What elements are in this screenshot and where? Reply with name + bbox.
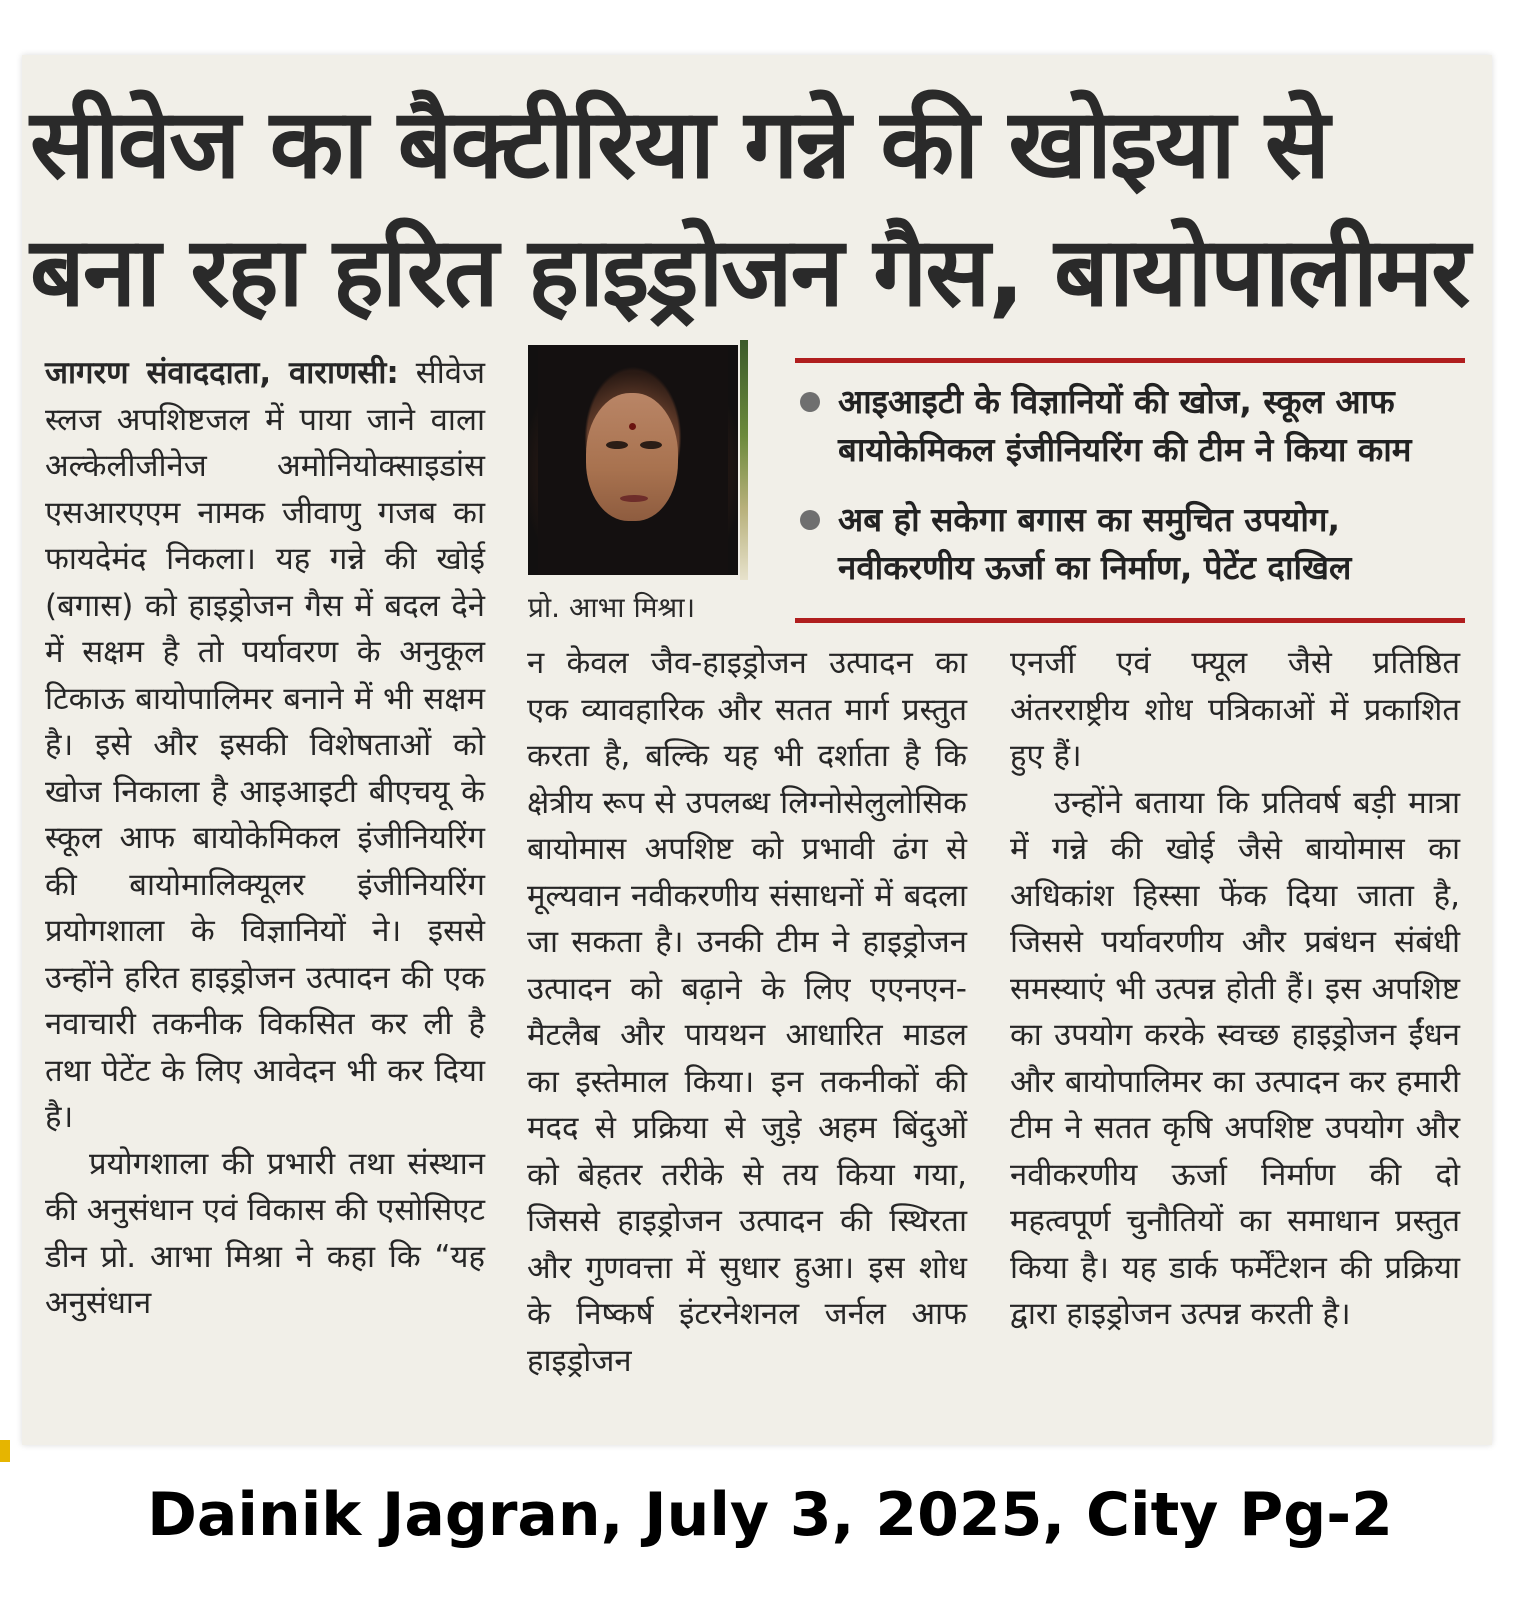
article-column-3: [1010, 640, 1460, 1338]
portrait-photo: [528, 345, 738, 575]
bullet-dot-icon: [800, 510, 820, 530]
article-headline: [30, 80, 1470, 336]
highlights-box: [800, 378, 1450, 614]
headline-line-2: बना रहा हरित हाइड्रोजन गैस, बायोपालीमर: [30, 216, 1469, 328]
article-column-1: [45, 350, 485, 1327]
headline-line-1: सीवेज का बैक्टीरिया गन्ने की खोइया से: [30, 88, 1328, 200]
column-3-paragraph-1: एनर्जी एवं फ्यूल जैसे प्रतिष्ठित अंतरराष्ट्रीय शोध पत्रिकाओं में प्रकाशित हुए हैं।: [1010, 645, 1460, 774]
highlight-item: [800, 378, 1450, 474]
photo-bindi: [629, 423, 636, 430]
bullet-dot-icon: [800, 392, 820, 412]
highlight-text: अब हो सकेगा बगास का समुचित उपयोग, नवीकरणीय ऊर्जा का निर्माण, पेटेंट दाखिल: [838, 500, 1352, 587]
column-2-paragraph-1: न केवल जैव-हाइड्रोजन उत्पादन का एक व्यावहारिक और सतत मार्ग प्रस्तुत करता है, बल्कि यह भी दर्शाता है कि क्षेत्रीय रूप से उपलब्ध लिग्नोसेलुलोसिक बायोमास अपशिष्ट को प्रभावी ढंग से मूल्यवान नवीकरणीय संसाधनों में बदला जा सकता है। उनकी टीम ने हाइड्रोजन उत्पादन को बढ़ाने के लिए एएनएन-मैटलैब और पायथन आधारित माडल का इस्तेमाल किया। इन तकनीकों की मदद से प्रक्रिया से जुड़े अहम बिंदुओं को बेहतर तरीके से तय किया गया, जिससे हाइड्रोजन उत्पादन की स्थिरता और गुणवत्ता में सुधार हुआ। इस शोध के निष्कर्ष इंटरनेशनल जर्नल आफ हाइड्रोजन: [527, 645, 967, 1379]
highlight-text: आइआइटी के विज्ञानियों की खोज, स्कूल आफ बायोकेमिकल इंजीनियरिंग की टीम ने किया काम: [838, 382, 1412, 469]
article-column-2: [527, 640, 967, 1384]
photo-lips: [620, 495, 648, 502]
highlight-item: [800, 496, 1450, 592]
top-rule: [795, 358, 1465, 363]
column-1-paragraph-1: सीवेज स्लज अपशिष्टजल में पाया जाने वाला अल्केलीजीनेज अमोनियोक्साइडांस एसआरएएम नामक जीवाणु गजब का फायदेमंद निकला। यह गन्ने की खोई (बगास) को हाइड्रोजन गैस में बदल देने में सक्षम है तो पर्यावरण के अनुकूल टिकाऊ बायोपालिमर बनाने में भी सक्षम है। इसे और इसकी विशेषताओं को खोज निकाला है आइआइटी बीएचयू के स्कूल आफ बायोकेमिकल इंजीनियरिंग की बायोमालिक्यूलर इंजीनियरिंग प्रयोगशाला के विज्ञानियों ने। इससे उन्होंने हरित हाइड्रोजन उत्पादन की एक नवाचारी तकनीक विकसित कर ली है तथा पेटेंट के लिए आवेदन भी कर दिया है।: [45, 355, 485, 1135]
column-1-paragraph-2: प्रयोगशाला की प्रभारी तथा संस्थान की अनुसंधान एवं विकास की एसोसिएट डीन प्रो. आभा मिश्रा ने कहा कि “यह अनुसंधान: [45, 1145, 485, 1321]
column-3-paragraph-2: उन्होंने बताया कि प्रतिवर्ष बड़ी मात्रा में गन्ने की खोई जैसे बायोमास का अधिकांश हिस्सा फेंक दिया जाता है, जिससे पर्यावरणीय और प्रबंधन संबंधी समस्याएं भी उत्पन्न होती हैं। इस अपशिष्ट का उपयोग करके स्वच्छ हाइड्रोजन ईंधन और बायोपालिमर का उत्पादन कर हमारी टीम ने सतत कृषि अपशिष्ट उपयोग और नवीकरणीय ऊर्जा निर्माण की दो महत्वपूर्ण चुनौतियों का समाधान प्रस्तुत किया है। यह डार्क फर्मेंटेशन की प्रक्रिया द्वारा हाइड्रोजन उत्पन्न करती है।: [1010, 784, 1460, 1332]
bottom-rule: [795, 618, 1465, 623]
source-citation: Dainik Jagran, July 3, 2025, City Pg-2: [147, 1480, 1393, 1550]
photo-caption: प्रो. आभा मिश्रा।: [528, 591, 696, 624]
byline: जागरण संवाददाता, वाराणसी:: [45, 355, 399, 391]
byline-paragraph: [45, 350, 485, 1141]
photo-eye-left: [606, 441, 628, 449]
photo-eye-right: [640, 441, 662, 449]
scan-edge-mark: [0, 1440, 10, 1462]
photo-edge-strip: [740, 340, 748, 580]
